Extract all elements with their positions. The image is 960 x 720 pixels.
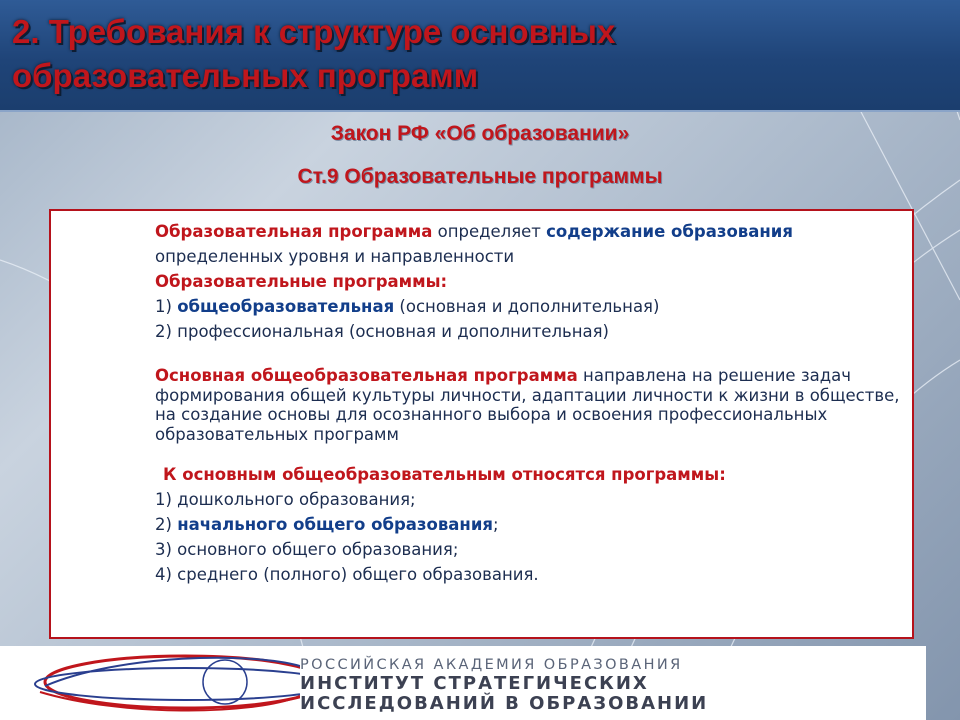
- level-item-2-end: ;: [492, 515, 499, 534]
- footer-banner: [0, 646, 926, 720]
- levels-heading: К основным общеобразовательным относятся программы:: [163, 465, 726, 484]
- level-item-1: 1) дошкольного образования;: [155, 490, 416, 509]
- main-program-description: [155, 366, 905, 444]
- program-item-1-number: 1): [155, 297, 178, 316]
- footer-line-1: РОССИЙСКАЯ АКАДЕМИЯ ОБРАЗОВАНИЯ: [300, 657, 683, 673]
- subtitle-law: Закон РФ «Об образовании»: [330, 122, 630, 145]
- footer-line-2: ИНСТИТУТ СТРАТЕГИЧЕСКИХ: [300, 673, 649, 694]
- spacer: [155, 444, 905, 462]
- footer-text: [300, 656, 920, 714]
- main-program-text: направлена на решение задач формирования общей культуры личности, адаптации личности к жизни в обществе, на создание основы для осознанного выбора и освоения профессиональных образовательных программ: [155, 366, 900, 444]
- term-educational-program: Образовательная программа: [155, 222, 433, 241]
- slide-title: 2. Требования к структуре основных образовательных программ: [12, 13, 616, 94]
- footer-line-3: ИССЛЕДОВАНИЙ В ОБРАЗОВАНИИ: [300, 693, 709, 714]
- content-text: [155, 219, 905, 587]
- term-content: содержание образования: [546, 222, 793, 241]
- definition-verb: определяет: [432, 222, 547, 241]
- program-item-1-rest: (основная и дополнительная): [394, 297, 660, 316]
- spacer: [155, 344, 905, 366]
- level-item-3: 3) основного общего образования;: [155, 540, 459, 559]
- definition-rest: определенных уровня и направленности: [155, 247, 515, 266]
- program-item-2: 2) профессиональная (основная и дополнительная): [155, 322, 609, 341]
- programs-heading: Образовательные программы:: [155, 272, 448, 291]
- program-item-1: [155, 294, 905, 319]
- subtitle-article: Ст.9 Образовательные программы: [297, 165, 663, 188]
- level-item-2-number: 2): [155, 515, 178, 534]
- level-item-2-bold: начального общего образования: [177, 515, 493, 534]
- title-bar: [0, 0, 960, 112]
- level-item-2: [155, 512, 905, 537]
- term-main-program: Основная общеобразовательная программа: [155, 366, 578, 385]
- level-item-4: 4) среднего (полного) общего образования.: [155, 565, 539, 584]
- program-item-1-bold: общеобразовательная: [177, 297, 395, 316]
- institute-logo-icon: [0, 646, 300, 720]
- program-definition: [155, 219, 905, 269]
